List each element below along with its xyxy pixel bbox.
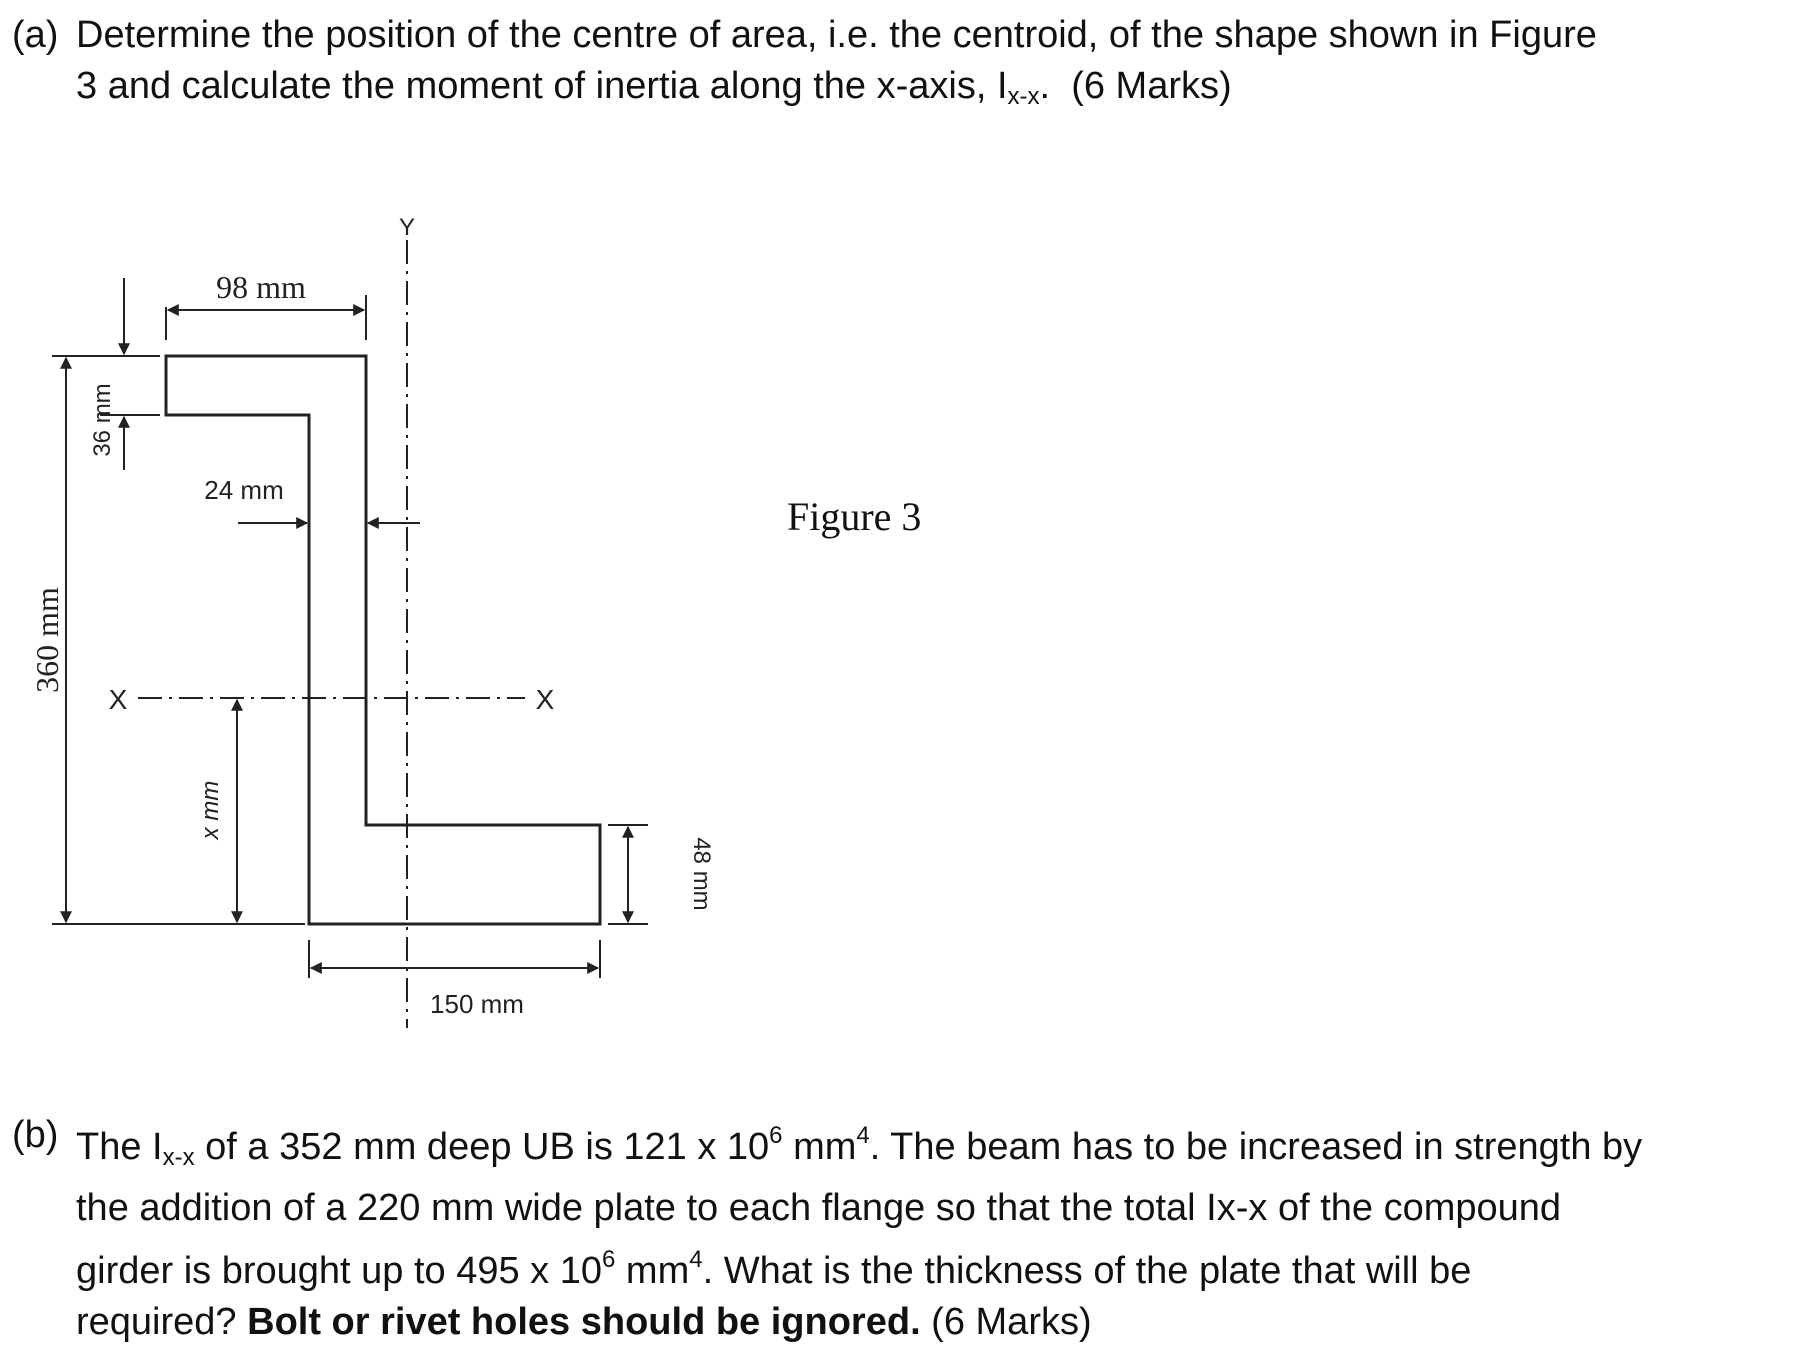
figure-caption: Figure 3 bbox=[787, 494, 922, 539]
question-b-line-1: The $I_{x-x}$ of a 352 mm deep UB is 121 x $10^6$ $mm^4$. The beam has to be increased in strength by bbox=[76, 1122, 1643, 1171]
dim-label-total-height: 360 mm bbox=[29, 587, 65, 693]
question-b-text bbox=[76, 1110, 1766, 1348]
dim-label-centroid-height: x mm bbox=[197, 780, 224, 840]
question-a-line-1: Determine the position of the centre of area, i.e. the centroid, of the shape shown in Figure bbox=[76, 14, 1597, 56]
dim-label-web-thickness: 24 mm bbox=[204, 475, 284, 505]
question-b-line-4: required? Bolt or rivet holes should be ignored. (6 Marks) bbox=[76, 1301, 1092, 1343]
dim-label-bottom-width: 150 mm bbox=[430, 989, 524, 1019]
dim-label-bottom-flange-thickness: 48 mm bbox=[688, 837, 715, 911]
dim-label-top-width: 98 mm bbox=[216, 269, 306, 305]
question-b-line-3: girder is brought up to 495 x $10^6$ $mm^4$. What is the thickness of the plate that will be bbox=[76, 1246, 1472, 1292]
x-axis-right-label: X bbox=[535, 684, 555, 715]
question-b-line-2: the addition of a 220 mm wide plate to each flange so that the total Ix-x of the compound bbox=[76, 1187, 1562, 1229]
y-axis-label: Y bbox=[398, 214, 416, 241]
question-b-label: (b) bbox=[12, 1114, 59, 1156]
x-axis-left-label: X bbox=[108, 684, 128, 715]
dim-label-flange-thickness: 36 mm bbox=[89, 383, 116, 457]
z-section-outline bbox=[166, 356, 600, 924]
question-a-line-2: 3 and calculate the moment of inertia along the x-axis, $I_{x-x}$. (6 Marks) bbox=[76, 65, 1232, 110]
question-a-label: (a) bbox=[12, 14, 59, 56]
